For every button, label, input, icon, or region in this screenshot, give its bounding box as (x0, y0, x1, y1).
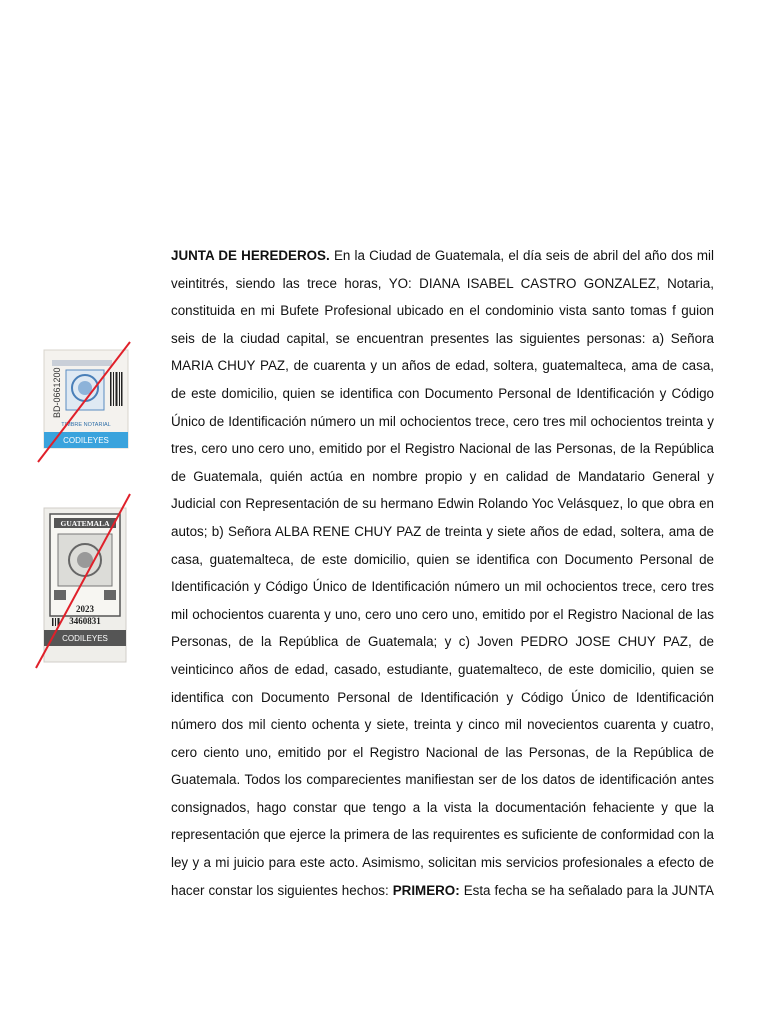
fiscal-number: 3460831 (69, 616, 101, 626)
document-intro: En la Ciudad de Guatemala, el día seis de abril del año dos mil veintitrés, siendo las trece horas, YO: DIANA ISABEL CASTRO GONZALEZ, Notaria, constituida en mi Bufete Profesional ubicado en el condominio vista santo tomas f guion seis de la ciudad capital, se encuentran presentes las siguientes personas: a) Señora MARIA CHUY PAZ, de cuarenta y un años de edad, soltera, guatemalteca, ama de casa, de este domicilio, quien se identifica con Documento Personal de Identificación y Código Único de Identificación número un mil ochocientos trece, cero tres mil ochocientos treinta y tres, cero uno cero uno, emitido por el Registro Nacional de las Personas, de la República de Guatemala, quién actúa en nombre propio y en calidad de Mandatario General y Judicial con Representación de su hermano Edwin Rolando Yoc Velásquez, lo que obra en autos; b) Señora ALBA RENE CHUY PAZ de treinta y siete años de edad, soltera, ama de casa, guatemalteca, de este domicilio, quien se identifica con Documento Personal de Identificación y Código Único de Identificación número un mil ochocientos trece, cero tres mil ochocientos cuarenta y uno, cero uno cero uno, emitido por el Registro Nacional de las Personas, de la República de Guatemala; y c) Joven PEDRO JOSE CHUY PAZ, de veinticinco años de edad, casado, estudiante, guatemalteco, de este domicilio, quien se identifica con Documento Personal de Identificación y Código Único de Identificación número dos mil ciento ochenta y siete, treinta y cinco mil novecientos cuarenta y cuatro, cero ciento uno, emitido por el Registro Nacional de las Personas, de la República de Guatemala. Todos los comparecientes manifiestan ser de los datos de identificación antes consignados, hago constar que tengo a la vista la documentación fehaciente y que la representación que ejerce la primera de las requirentes es suficiente de conformidad con la ley y a mi juicio para este acto. Asimismo, solicitan mis servicios profesionales a efecto de hacer constar los siguientes hechos: (171, 248, 714, 898)
notarial-label: TIMBRE NOTARIAL (61, 422, 111, 428)
primero-text: Esta fecha se ha señalado para la JUNTA (463, 882, 714, 898)
notarial-stamp (30, 338, 134, 466)
document-heading: JUNTA DE HEREDEROS. (171, 248, 330, 263)
notarial-brand: CODILEYES (63, 436, 109, 445)
notarial-serial: BD-0661200 (52, 367, 62, 418)
fiscal-brand: CODILEYES (62, 634, 108, 643)
fiscal-stamp (30, 490, 134, 670)
fiscal-country: GUATEMALA (60, 519, 110, 528)
primero-label: PRIMERO: (392, 882, 460, 898)
fiscal-year: 2023 (76, 604, 94, 614)
document-body (171, 242, 714, 904)
